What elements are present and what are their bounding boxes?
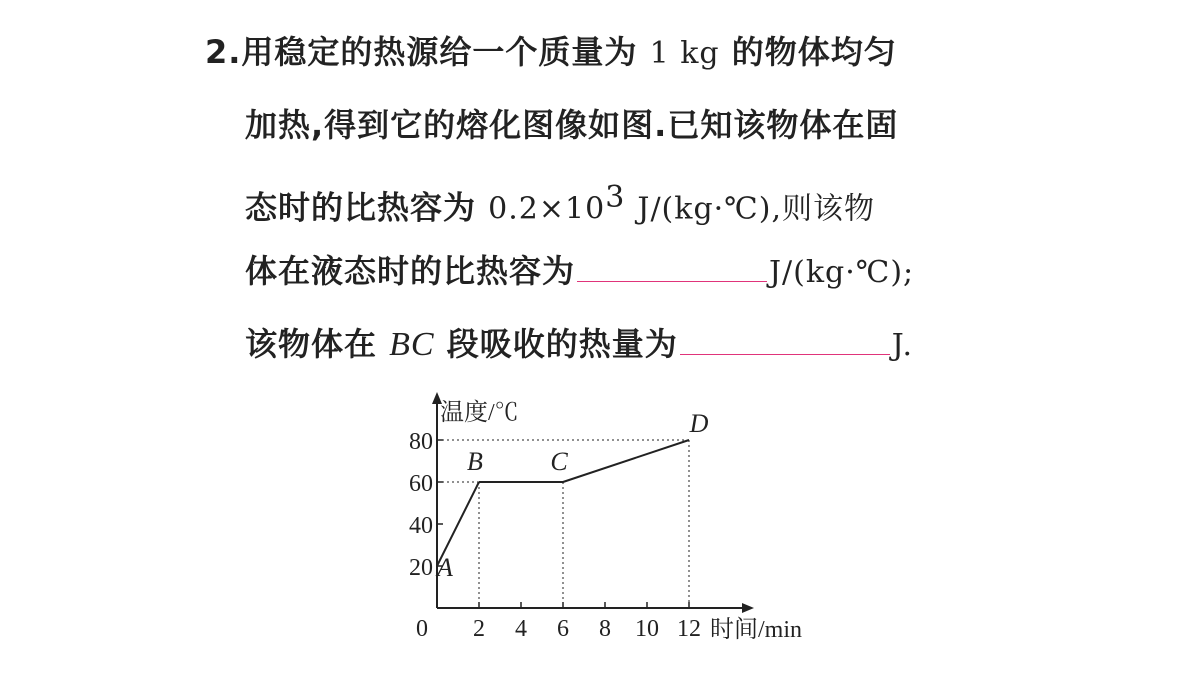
x-tick-label-6: 6 xyxy=(557,616,569,642)
answer-blank-2-unit: J. xyxy=(891,328,913,363)
melting-chart xyxy=(380,380,860,660)
y-tick-label-20: 20 xyxy=(409,555,433,581)
specific-heat-exponent: 3 xyxy=(605,180,626,215)
problem-line-1 xyxy=(205,22,897,82)
y-axis-label: 温度/℃ xyxy=(440,400,519,426)
answer-blank-1-unit: J/(kg·℃); xyxy=(769,255,915,290)
y-tick-label-40: 40 xyxy=(409,513,433,539)
problem-line-5 xyxy=(245,314,913,374)
problem-line-4-text: 体在液态时的比热容为 xyxy=(245,252,576,290)
melting-chart-svg xyxy=(380,380,860,660)
x-tick-label-10: 10 xyxy=(635,616,659,642)
problem-line-1-text-b: 的物体均匀 xyxy=(731,33,897,71)
point-label-A: A xyxy=(437,553,453,582)
y-tick-label-60: 60 xyxy=(409,471,433,497)
problem-line-4 xyxy=(245,241,914,301)
problem-line-2-text: 加热,得到它的熔化图像如图.已知该物体在固 xyxy=(245,106,899,144)
problem-line-5-text-b: 段吸收的热量为 xyxy=(446,325,678,363)
x-tick-label-12: 12 xyxy=(677,616,701,642)
answer-blank-1[interactable] xyxy=(577,280,767,282)
specific-heat-unit: J/(kg·℃),则该物 xyxy=(637,191,875,227)
problem-line-5-text: 该物体在 xyxy=(245,325,378,363)
point-labels xyxy=(435,409,709,582)
x-tick-label-4: 4 xyxy=(515,616,527,642)
x-tick-label-2: 2 xyxy=(473,616,485,642)
problem-line-1-text: 2.用稳定的热源给一个质量为 xyxy=(205,33,638,71)
x-axis-label: 时间/min xyxy=(710,617,803,643)
segment-CD xyxy=(563,440,689,482)
specific-heat-value: 0.2×10 xyxy=(488,191,606,227)
answer-blank-2[interactable] xyxy=(680,353,890,355)
point-label-B: B xyxy=(467,447,483,476)
point-label-D: D xyxy=(689,409,709,438)
problem-line-3 xyxy=(245,168,875,228)
x-axis-arrow xyxy=(742,603,754,613)
segment-label: BC xyxy=(389,326,435,363)
mass-value: 1 kg xyxy=(649,36,720,71)
point-label-C: C xyxy=(550,447,568,476)
x-tick-label-8: 8 xyxy=(599,616,611,642)
problem-line-2 xyxy=(245,95,898,155)
y-tick-label-80: 80 xyxy=(409,429,433,455)
problem-line-3-text: 态时的比热容为 xyxy=(245,188,477,227)
origin-label: 0 xyxy=(416,616,428,642)
